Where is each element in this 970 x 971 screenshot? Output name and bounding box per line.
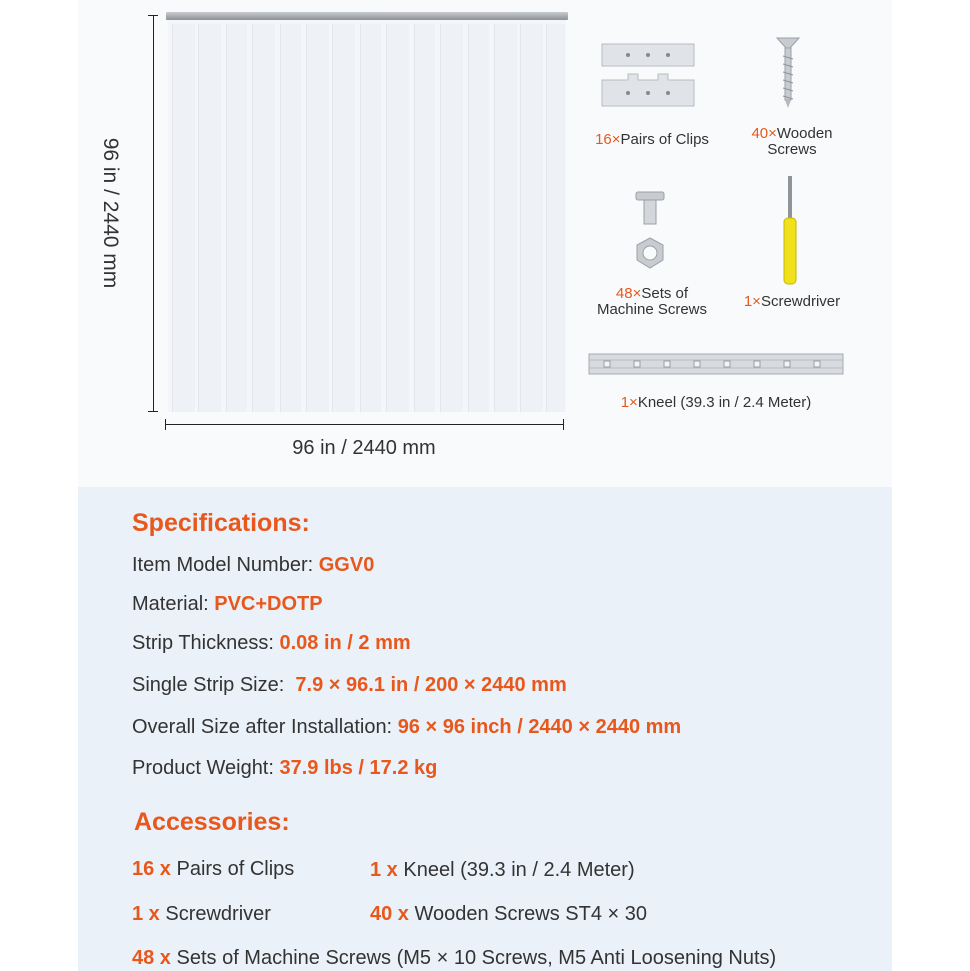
screwdriver-caption: 1×Screwdriver: [743, 293, 841, 310]
spec-product-weight: Product Weight: 37.9 lbs / 17.2 kg: [132, 757, 438, 779]
kneel-rail-image: [588, 352, 844, 376]
clips-image: [598, 42, 698, 112]
specifications-heading: Specifications:: [132, 509, 310, 537]
dimension-cap: [165, 419, 166, 430]
clips-caption: 16×Pairs of Clips: [595, 131, 709, 148]
height-dimension-line: [153, 15, 154, 411]
spec-single-strip-size: Single Strip Size: 7.9 × 96.1 in / 200 × 2440 mm: [132, 674, 567, 696]
spec-material: Material: PVC+DOTP: [132, 593, 323, 615]
dimension-cap: [148, 411, 158, 412]
width-dimension-label: 96 in / 2440 mm: [292, 437, 436, 459]
accessory-screwdriver: 1 x Screwdriver: [132, 903, 271, 925]
accessories-heading: Accessories:: [134, 808, 290, 836]
spec-strip-thickness: Strip Thickness: 0.08 in / 2 mm: [132, 632, 411, 654]
accessory-machine-screws: 48 x Sets of Machine Screws (M5 × 10 Screws, M5 Anti Loosening Nuts): [132, 947, 777, 969]
width-dimension-line: [165, 424, 563, 425]
wooden-screw-image: [775, 36, 801, 110]
accessory-clips: 16 x Pairs of Clips: [132, 858, 295, 880]
screwdriver-image: [780, 174, 800, 286]
dimension-cap: [148, 15, 158, 16]
machine-screw-image: [630, 190, 670, 272]
dimension-cap: [563, 419, 564, 430]
top-rail: [166, 12, 568, 20]
accessory-kneel: 1 x Kneel (39.3 in / 2.4 Meter): [370, 859, 635, 881]
kneel-caption: 1×Kneel (39.3 in / 2.4 Meter): [620, 394, 812, 411]
strip-curtain-image: [168, 16, 566, 412]
accessory-wooden-screws: 40 x Wooden Screws ST4 × 30: [370, 903, 648, 925]
wooden-screws-caption: 40×Wooden Screws: [751, 125, 833, 158]
spec-model-number: Item Model Number: GGV0: [132, 554, 375, 576]
spec-overall-size: Overall Size after Installation: 96 × 96 inch / 2440 × 2440 mm: [132, 716, 682, 738]
machine-screws-caption: 48×Sets of Machine Screws: [596, 285, 708, 318]
